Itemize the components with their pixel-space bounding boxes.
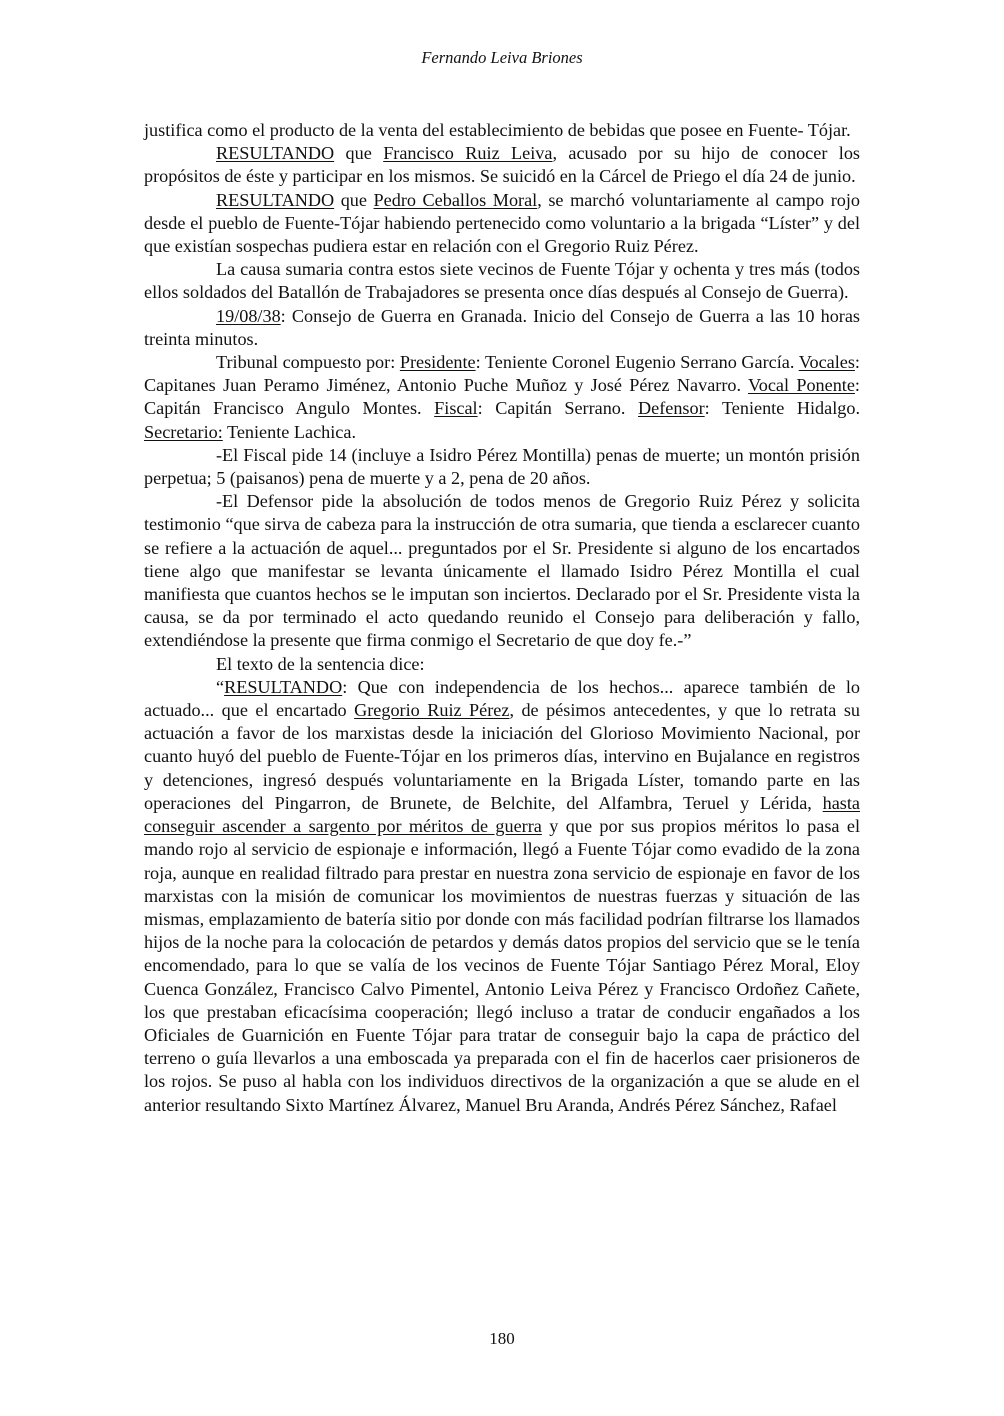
underlined-text: Vocales [798, 352, 855, 373]
paragraph [144, 444, 860, 490]
paragraph [144, 305, 860, 351]
text-run: : Capitanes Juan Peramo Jiménez, Antonio Puche Muñoz y José Pérez Navarro. [144, 352, 860, 396]
text-run: La causa sumaria contra estos siete vecinos de Fuente Tójar y ochenta y tres más (todos ellos soldados del Batallón de Trabajadores se presenta once días después al Consejo de Guerra). [144, 259, 860, 303]
underlined-text: Defensor [638, 398, 705, 419]
text-run: : Que con independencia de los hechos... aparece también de lo actuado... que el encartado [144, 676, 860, 721]
text-run: , de pésimos antecedentes, y que lo retrata su actuación a favor de los marxistas desde la iniciación del Glorioso Movimiento Nacional, por cuanto huyó del pueblo de Fuente-Tójar en los primeros días, intervino en Bujalance en registros y detenciones, ingresó después voluntariamente en la Brigada Líster, tomando parte en las operaciones del Pingarron, de Brunete, de Belchite, del Alfambra, Teruel y Lérida, [144, 700, 861, 813]
paragraph [144, 676, 860, 1117]
running-header: Fernando Leiva Briones [421, 48, 583, 67]
text-run: , se marchó voluntariamente al campo rojo desde el pueblo de Fuente-Tójar habiendo pertenecido como voluntario a la brigada “Líster” y del que existían sospechas pudiera estar en relación con el Gregorio Ruiz Pérez. [144, 189, 861, 257]
text-run: Tribunal compuesto por: [216, 352, 400, 373]
document-body [144, 119, 860, 1117]
text-run: : Capitán Francisco Angulo Montes. [144, 375, 860, 419]
text-run: justifica como el producto de la venta del establecimiento de bebidas que posee en Fuente- Tójar. [144, 120, 851, 140]
text-run: El texto de la sentencia dice: [216, 653, 425, 674]
underlined-text: Vocal Ponente [747, 375, 855, 396]
page-number: 180 [489, 1329, 515, 1348]
underlined-text: 19/08/38 [216, 305, 281, 326]
underlined-text: RESULTANDO [216, 143, 335, 164]
paragraph [144, 653, 860, 676]
paragraph [144, 490, 860, 652]
text-run: : Capitán Serrano. [477, 398, 638, 419]
text-run: y que por sus propios méritos lo pasa el mando rojo al servicio de espionaje e información, llegó a Fuente Tójar como evadido de la zona roja, aunque en realidad filtrado para prestar en nuestra zona servicio de espionaje en favor de los marxistas con la misión de comunicar los movimientos de nuestras fuerzas y situación de las mismas, emplazamiento de batería sitio por donde con más facilidad podrían filtrarse los llamados hijos de la noche para la colocación de petardos y demás datos propios del servicio que se le tenía encomendado, para lo que se valía de los vecinos de Fuente Tójar Santiago Pérez Moral, Eloy Cuenca González, Francisco Calvo Pimentel, Antonio Leiva Pérez y Francisco Ordoñez Cañete, los que prestaban eficacísima cooperación; llegó incluso a tratar de conducir engañados a los Oficiales de Guarnición en Fuente Tójar para tratar de conseguir bajo la capa de práctico del terreno o guía llevarlos a una emboscada ya preparada con el fin de hacerlos caer prisioneros de los rojos. Se puso al habla con los individuos directivos de la organización a que se alude en el anterior resultando Sixto Martínez Álvarez, Manuel Bru Aranda, Andrés Pérez Sánchez, Rafael [144, 816, 860, 1115]
text-run: que [334, 189, 374, 210]
text-run: que [334, 143, 384, 164]
underlined-text: Pedro Ceballos Moral [373, 189, 538, 210]
text-run: -El Defensor pide la absolución de todos menos de Gregorio Ruiz Pérez y solicita testimonio “que sirva de cabeza para la instrucción de otra sumaria, que tienda a esclarecer cuanto se refiere a la actuación de aquel... preguntados por el Sr. Presidente si alguno de los encartados tiene algo que manifestar se levanta únicamente el llamado Isidro Pérez Montilla el cual manifiesta que cuantos hechos se le imputan son inciertos. Declarado por el Sr. Presidente vista la causa, se da por terminado el acto quedando reunido el Consejo para deliberación y fallo, extendiéndose la presente que firma conmigo el Secretario de que doy fe.-” [144, 491, 860, 651]
paragraph [144, 189, 860, 259]
underlined-text: Presidente [399, 352, 476, 373]
text-run: : Consejo de Guerra en Granada. Inicio del Consejo de Guerra a las 10 horas treinta minutos. [144, 305, 860, 349]
underlined-text: Gregorio Ruiz Pérez [354, 700, 510, 721]
text-run: Teniente Lachica. [222, 421, 356, 442]
paragraph [144, 142, 860, 188]
text-run: : Teniente Coronel Eugenio Serrano García. [475, 352, 799, 373]
text-run: : Teniente Hidalgo. [704, 398, 860, 419]
paragraph [144, 258, 860, 304]
underlined-text: Secretario: [144, 421, 223, 442]
underlined-text: hasta conseguir ascender a sargento por méritos de guerra [144, 792, 860, 837]
underlined-text: RESULTANDO [216, 189, 335, 210]
text-run: , acusado por su hijo de conocer los propósitos de éste y participar en los mismos. Se suicidó en la Cárcel de Priego el día 24 de junio. [144, 143, 861, 187]
underlined-text: RESULTANDO [224, 676, 343, 697]
underlined-text: Francisco Ruiz Leiva [383, 143, 553, 164]
text-run: -El Fiscal pide 14 (incluye a Isidro Pérez Montilla) penas de muerte; un montón prisión perpetua; 5 (paisanos) pena de muerte y a 2, pena de 20 años. [144, 444, 860, 489]
paragraph [144, 119, 860, 142]
text-run: “ [216, 676, 225, 697]
underlined-text: Fiscal [434, 398, 478, 419]
paragraph [144, 351, 860, 444]
